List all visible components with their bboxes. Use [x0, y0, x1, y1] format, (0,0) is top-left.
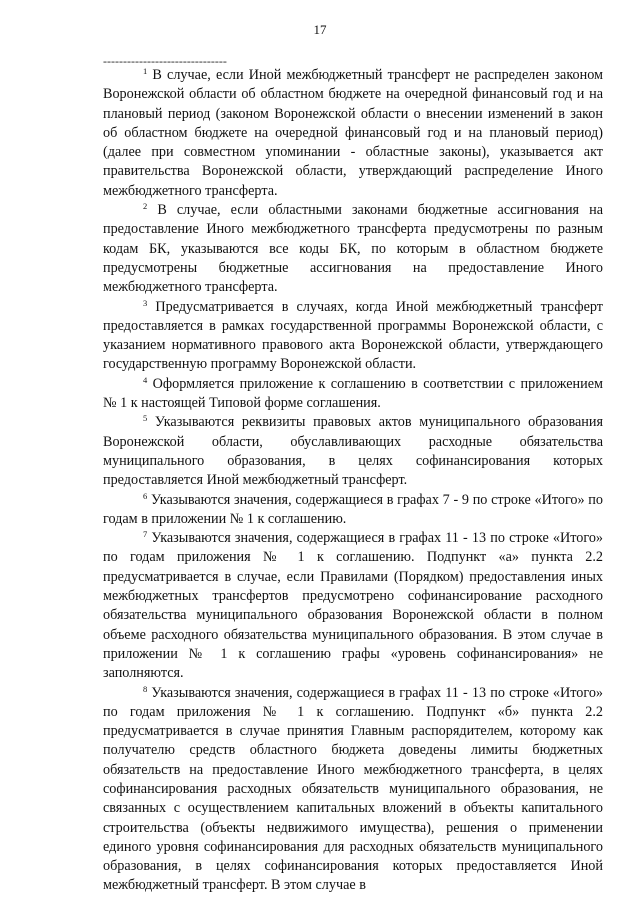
footnote-5 [103, 413, 603, 490]
footnote-text: Указываются значения, содержащиеся в графах 11 - 13 по строке «Итого» по годам приложения № 1 к соглашению. Подпункт «а» пункта 2.2 предусматривается в случае, если Правилами (Порядком) предоставления иных межбюджетных трансфертов предусмотрено софинансирование расходного обязательства муниципального образования Воронежской области в полном объеме расходного обязательства муниципального образования. В этом случае в приложении № 1 к соглашению графы «уровень софинансирования» не заполняются. [103, 530, 604, 682]
footnote-8 [103, 684, 603, 896]
footnote-number: 2 [143, 201, 148, 212]
footnote-number: 4 [143, 374, 148, 385]
footnote-text: Указываются реквизиты правовых актов муниципального образования Воронежской области, обуславливающих расходные обязательства муниципального образования, в целях софинансирования которых предоставляется Иной межбюджетный трансферт. [103, 414, 603, 489]
footnote-text: В случае, если Иной межбюджетный трансферт не распределен законом Воронежской области об областном бюджете на очередной финансовый год и на плановый период (законом Воронежской области о внесении изменений в закон об областном бюджете на очередной финансовый год и на плановый период) (далее при совместном упоминании - областные законы), указывается акт правительства Воронежской области, утверждающий распределение Иного межбюджетного трансферта. [103, 67, 604, 199]
footnote-3 [103, 298, 603, 375]
footnote-text: Предусматривается в случаях, когда Иной межбюджетный трансферт предоставляется в рамках государственной программы Воронежской области, с указанием нормативного правового акта Воронежской области, утверждающего государственную программу Воронежской области. [103, 298, 603, 373]
footnote-number: 5 [143, 413, 148, 424]
footnote-6 [103, 491, 603, 530]
footnote-separator: ------------------------------- [103, 54, 227, 68]
footnote-text: Указываются значения, содержащиеся в графах 11 - 13 по строке «Итого» по годам приложения № 1 к соглашению. Подпункт «б» пункта 2.2 предусматривается в случае принятия Главным распорядителем, которому как получателю средств областного бюджета доведены лимиты бюджетных обязательств на предоставление Иного межбюджетного трансферта, в целях софинансирования расходных обязательств муниципального образования, не связанных с осуществлением капитальных вложений в объекты капитального строительства (объекты недвижимого имущества), решения о применении единого уровня софинансирования для расходных обязательств муниципального образования, в целях софинансирования которых предоставляется Иной межбюджетный трансферт. В этом случае в [103, 684, 604, 894]
footnote-text: Оформляется приложение к соглашению в соответствии с приложением № 1 к настоящей Типовой форме соглашения. [103, 375, 603, 412]
footnote-4 [103, 375, 603, 414]
footnote-number: 1 [143, 66, 148, 76]
footnotes-block [103, 66, 603, 896]
footnote-1 [103, 66, 603, 201]
footnote-number: 8 [143, 683, 148, 694]
footnote-number: 3 [143, 297, 148, 308]
footnote-7 [103, 529, 603, 683]
footnote-number: 7 [143, 529, 148, 540]
footnote-number: 6 [143, 490, 148, 501]
footnote-text: В случае, если областными законами бюджетные ассигнования на предоставление Иного межбюджетного трансферта предусмотрены по разным кодам БК, указываются все коды БК, по которым в областном бюджете предусмотрены бюджетные ассигнования на предоставление Иного межбюджетного трансферта. [103, 202, 604, 296]
page-number: 17 [313, 22, 327, 37]
footnote-text: Указываются значения, содержащиеся в графах 7 - 9 по строке «Итого» по годам в приложении № 1 к соглашению. [103, 491, 603, 527]
footnote-2 [103, 201, 603, 297]
